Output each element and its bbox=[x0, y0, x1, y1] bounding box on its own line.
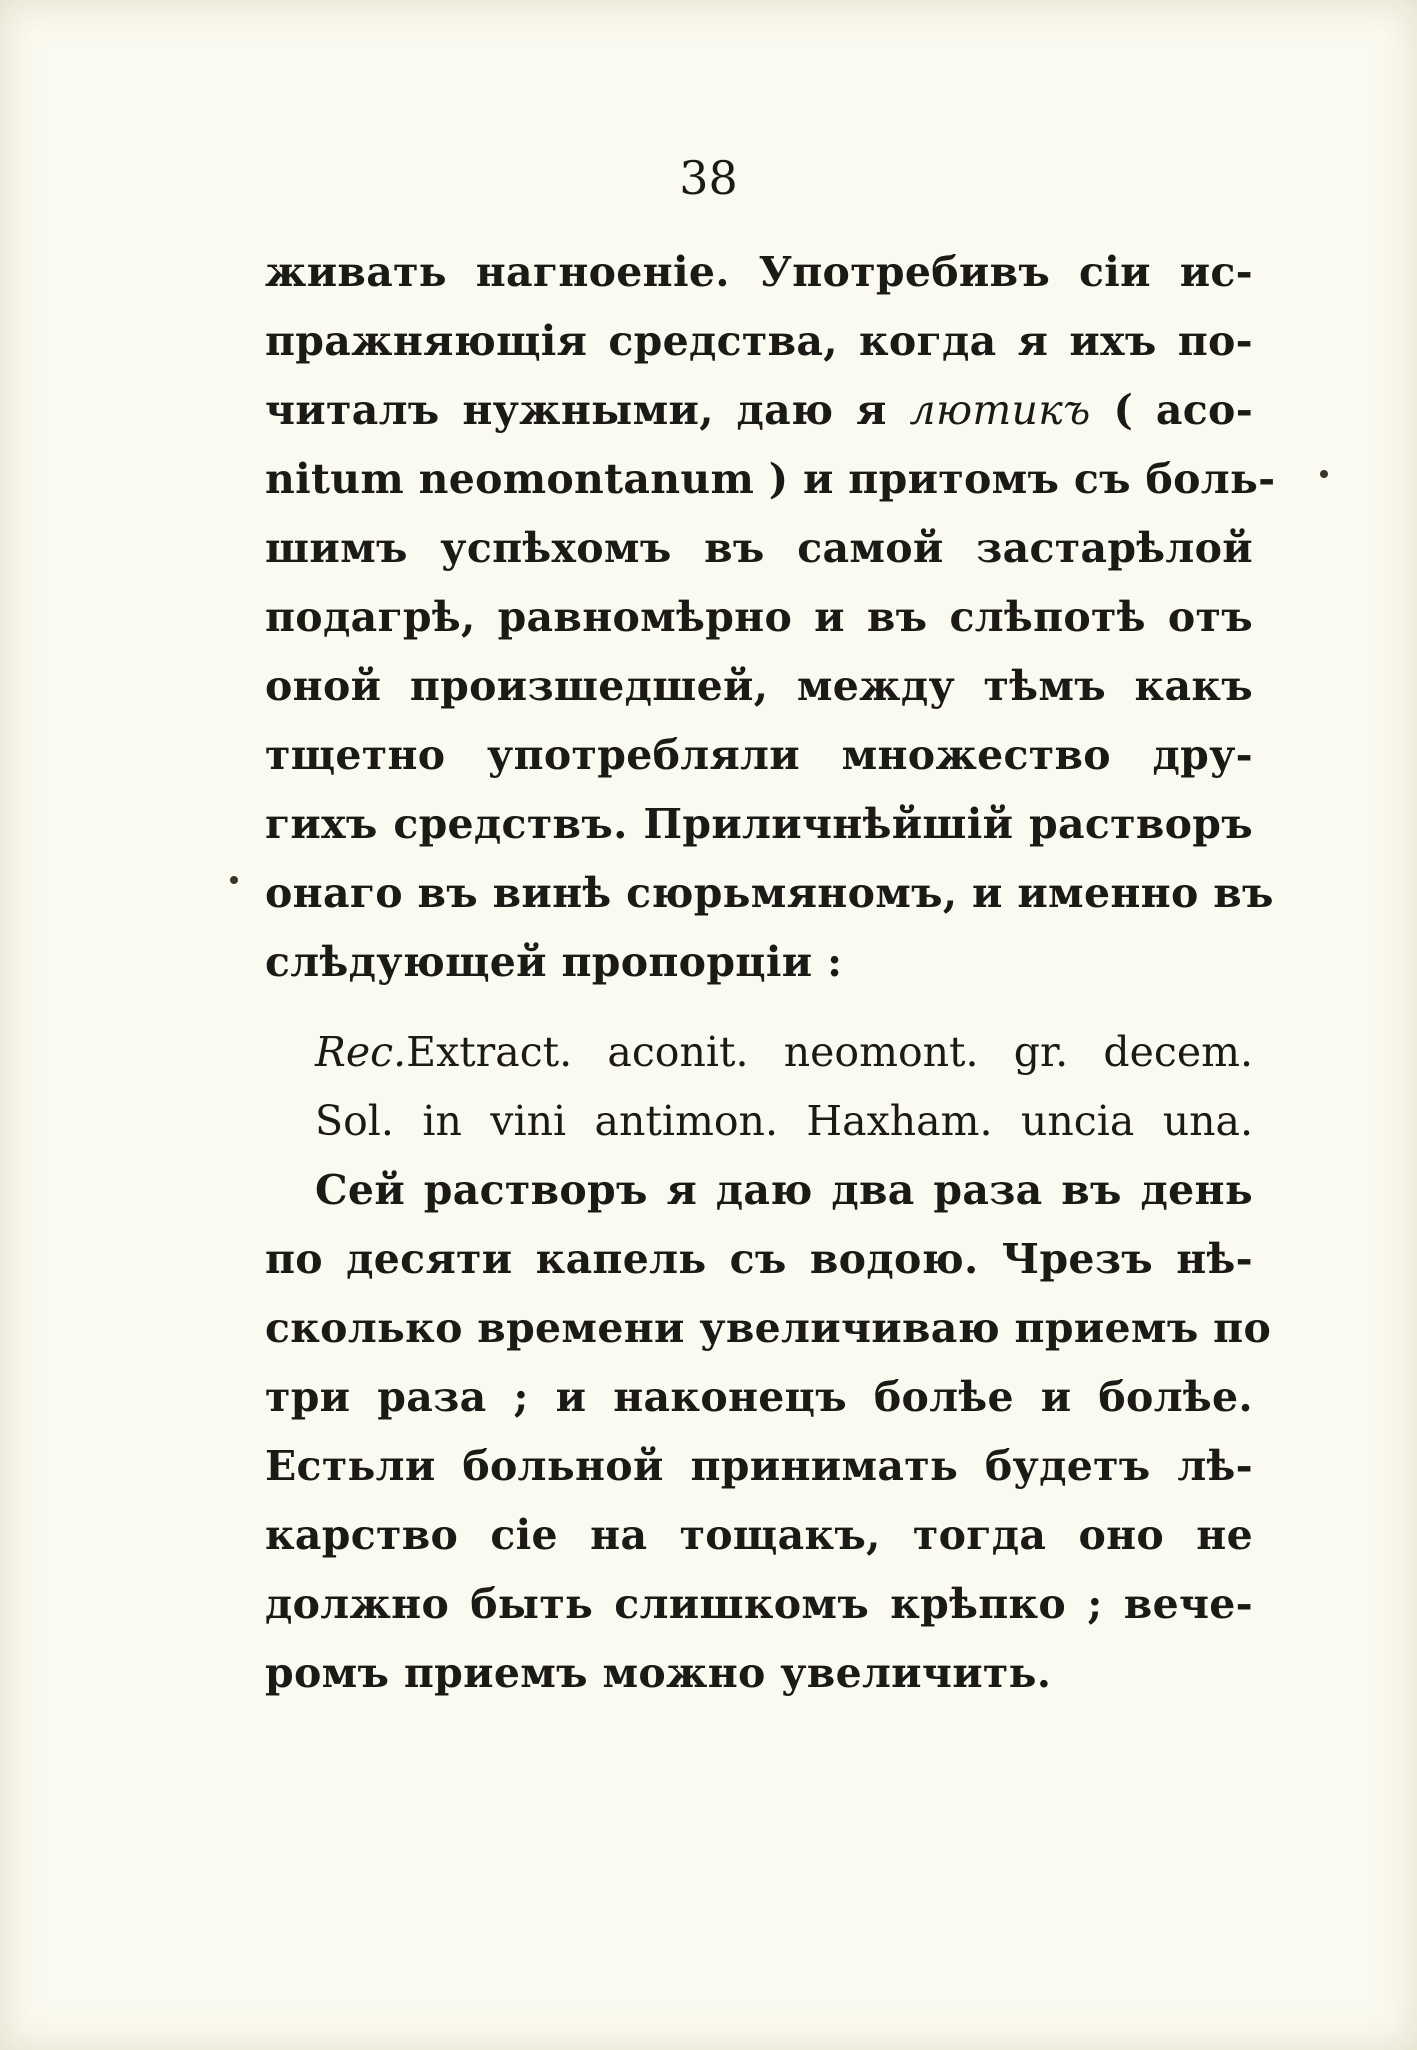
text-line: тщетно употребляли множество дру- bbox=[265, 731, 1253, 779]
text-line: подагрѣ, равномѣрно и въ слѣпотѣ отъ bbox=[265, 593, 1253, 641]
text-line: по десяти капель съ водою. Чрезъ нѣ- bbox=[265, 1235, 1253, 1283]
text-line bbox=[265, 376, 1253, 445]
recipe-line-1 bbox=[265, 1018, 1253, 1087]
text-line: оной произшедшей, между тѣмъ какъ bbox=[265, 662, 1253, 710]
ink-speck bbox=[230, 876, 238, 884]
rec-label: Rec. bbox=[315, 1028, 407, 1076]
text-line: nitum neomontanum ) и притомъ съ боль- bbox=[265, 455, 1276, 503]
text-line: онаго въ винѣ сюрьмяномъ, и именно въ bbox=[265, 869, 1274, 917]
recipe-text: Extract. aconit. neomont. gr. decem. bbox=[406, 1028, 1253, 1076]
recipe-line-2: Sol. in vini antimon. Haxham. uncia una. bbox=[315, 1097, 1253, 1145]
text-line: слѣдующей пропорціи : bbox=[265, 938, 843, 986]
text-line-lead: читалъ нужными, даю я bbox=[265, 386, 910, 434]
text-line: Сей растворъ я даю два раза въ день bbox=[315, 1166, 1253, 1214]
text-line: гихъ средствъ. Приличнѣйшій растворъ bbox=[265, 800, 1253, 848]
text-line: три раза ; и наконецъ болѣе и болѣе. bbox=[265, 1373, 1253, 1421]
text-line: пражняющія средства, когда я ихъ по- bbox=[265, 317, 1253, 365]
recipe-and-paragraph-2 bbox=[265, 1018, 1272, 1708]
text-line: ромъ приемъ можно увеличить. bbox=[265, 1649, 1052, 1697]
ink-speck bbox=[1320, 470, 1328, 478]
text-line: сколько времени увеличиваю приемъ по bbox=[265, 1304, 1272, 1352]
text-line-tail: ( aco- bbox=[1113, 386, 1254, 434]
text-line: должно быть слишкомъ крѣпко ; вече- bbox=[265, 1580, 1253, 1628]
text-line: карство сіе на тощакъ, тогда оно не bbox=[265, 1511, 1253, 1559]
page-number: 38 bbox=[679, 151, 738, 205]
paragraph-1 bbox=[265, 238, 1276, 997]
text-line: шимъ успѣхомъ въ самой застарѣлой bbox=[265, 524, 1253, 572]
text-line: живать нагноеніе. Употребивъ сіи ис- bbox=[265, 248, 1253, 296]
italic-term: лютикъ bbox=[909, 386, 1091, 434]
text-line: Естьли больной принимать будетъ лѣ- bbox=[265, 1442, 1253, 1490]
